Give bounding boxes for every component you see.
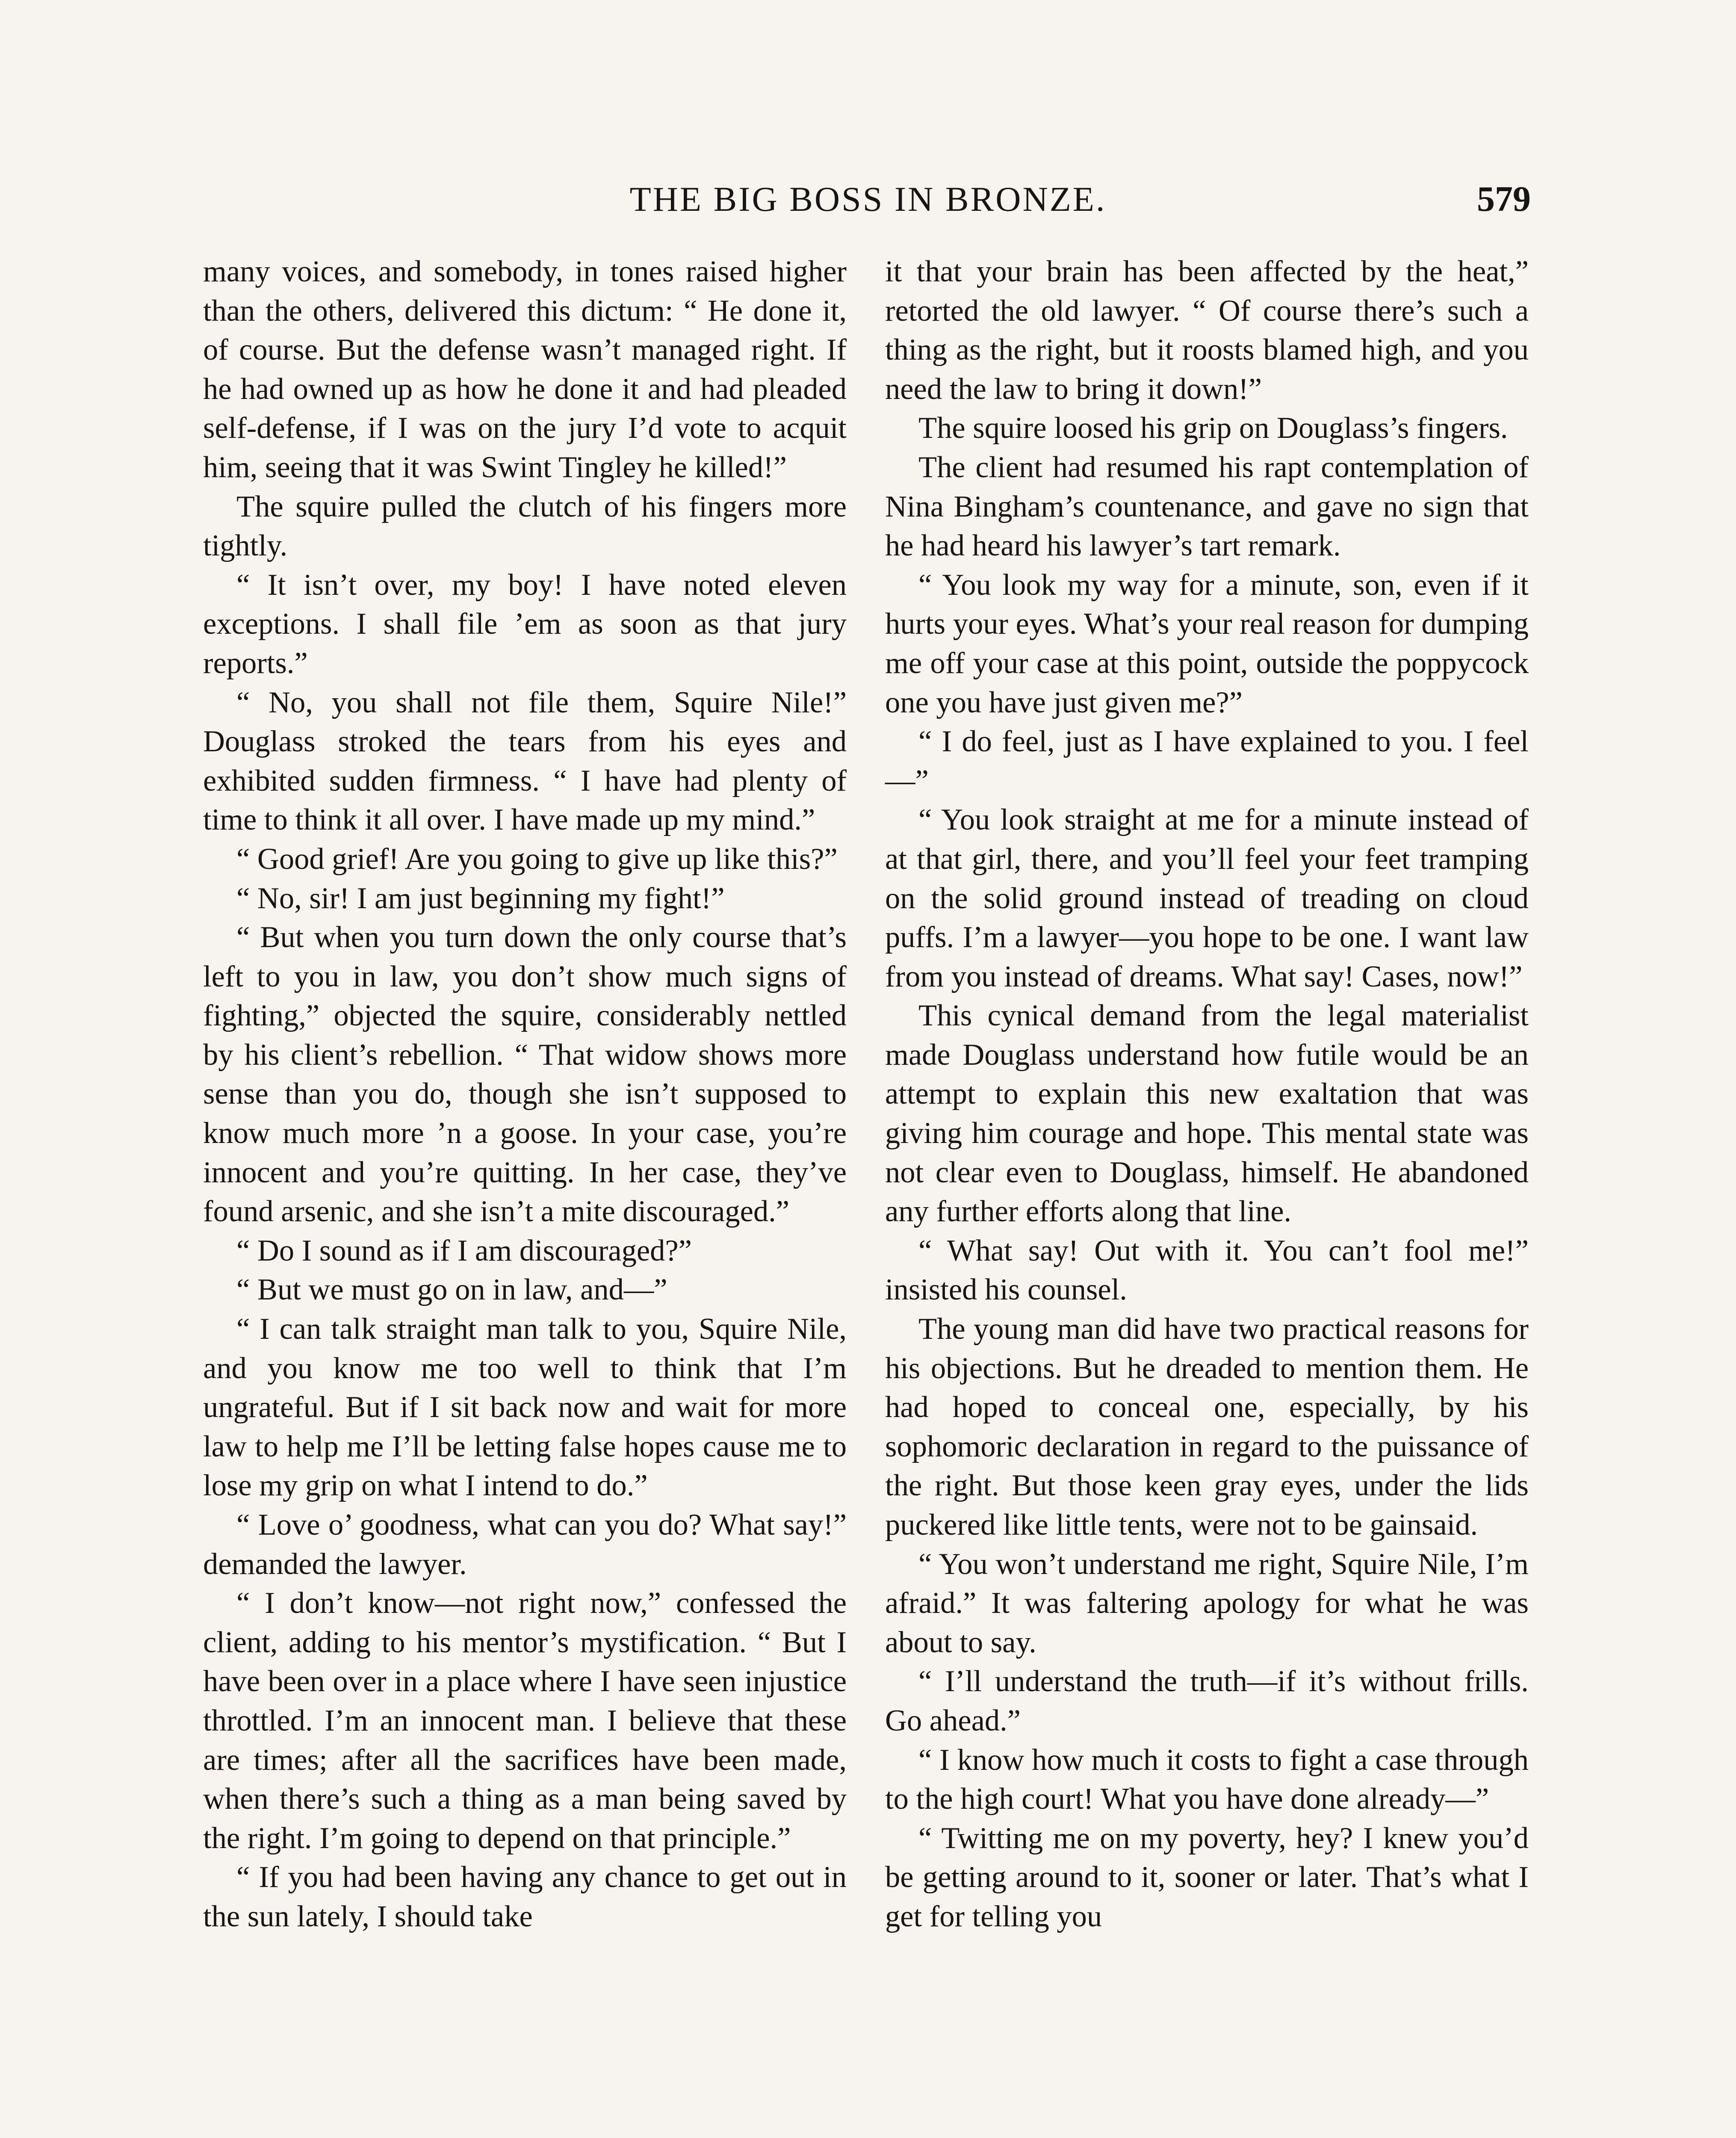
paragraph: The client had resumed his rapt contemplation of Nina Bingham’s countenance, and gave no sign that he had heard his lawyer’s tart remark. — [885, 450, 1529, 563]
paragraph: “ I can talk straight man talk to you, Squire Nile, and you know me too well to think that I’m ungrateful. But if I sit back now and wait for more law to help me I’ll be letting false hopes cause me to lose my grip on what I intend to do.” — [203, 1312, 847, 1503]
paragraph: “ I don’t know—not right now,” confessed the client, adding to his mentor’s mystification. “ But I have been over in a place where I have seen injustice throttled. I’m an innocent man. I believe that these are times; after all the sacrifices have been made, when there’s such a thing as a man being saved by the right. I’m going to depend on that principle.” — [203, 1586, 847, 1855]
paragraph: “ No, you shall not file them, Squire Nile!” Douglass stroked the tears from his eyes and exhibited sudden firmness. “ I have had plenty of time to think it all over. I have made up my mind.” — [203, 685, 847, 837]
paragraph: “ But when you turn down the only course that’s left to you in law, you don’t show much signs of fighting,” objected the squire, considerably nettled by his client’s rebellion. “ That widow shows more sense than you do, though she isn’t supposed to know much more ’n a goose. In your case, you’re innocent and you’re quitting. In her case, they’ve found arsenic, and she isn’t a mite discouraged.” — [203, 921, 847, 1228]
paragraph: “ No, sir! I am just beginning my fight!” — [236, 881, 725, 915]
paragraph: it that your brain has been affected by the heat,” retorted the old lawyer. “ Of course there’s such a thing as the right, but it roosts blamed high, and you need the law to bring it down!” — [885, 255, 1529, 406]
paragraph: “ You look straight at me for a minute instead of at that girl, there, and you’ll feel your feet tramping on the solid ground instead of treading on cloud puffs. I’m a lawyer—you hope to be one. I want law from you instead of dreams. What say! Cases, now!” — [885, 803, 1529, 993]
running-title: THE BIG BOSS IN BRONZE. — [629, 180, 1107, 219]
paragraph: The squire loosed his grip on Douglass’s fingers. — [918, 411, 1508, 445]
running-header — [205, 174, 1531, 225]
paragraph: many voices, and somebody, in tones raised higher than the others, delivered this dictum: “ He done it, of course. But the defense wasn’t managed right. If he had owned up as how he done it and had pleaded self-defense, if I was on the jury I’d vote to acquit him, seeing that it was Swint Tingley he killed!” — [203, 255, 847, 484]
paragraph: The young man did have two practical reasons for his objections. But he dreaded to mention them. He had hoped to conceal one, especially, by his sophomoric declaration in regard to the puissance of the right. But those keen gray eyes, under the lids puckered like little tents, were not to be gainsaid. — [885, 1312, 1529, 1541]
paragraph: The squire pulled the clutch of his fingers more tightly. — [203, 490, 847, 563]
paragraph: This cynical demand from the legal materialist made Douglass understand how futile would be an attempt to explain this new exaltation that was giving him courage and hope. This mental state was not clear even to Douglass, himself. He abandoned any further efforts along that line. — [885, 999, 1529, 1228]
paragraph: “ Twitting me on my poverty, hey? I knew you’d be getting around to it, sooner or later. That’s what I get for telling you — [885, 1821, 1529, 1933]
paragraph: “ I’ll understand the truth—if it’s without frills. Go ahead.” — [885, 1665, 1529, 1737]
paragraph: “ It isn’t over, my boy! I have noted eleven exceptions. I shall file ’em as soon as that jury reports.” — [203, 568, 847, 680]
paragraph: “ But we must go on in law, and—” — [236, 1273, 667, 1307]
paragraph: “ You won’t understand me right, Squire Nile, I’m afraid.” It was faltering apology for what he was about to say. — [885, 1547, 1529, 1659]
paragraph: “ Good grief! Are you going to give up like this?” — [236, 842, 838, 876]
page-number: 579 — [1477, 179, 1531, 219]
paragraph: “ I do feel, just as I have explained to you. I feel—” — [885, 725, 1529, 797]
paragraph: “ I know how much it costs to fight a case through to the high court! What you have done already—” — [885, 1743, 1529, 1816]
paragraph: “ Love o’ goodness, what can you do? What say!” demanded the lawyer. — [203, 1508, 847, 1581]
left-column — [203, 252, 847, 1937]
paragraph: “ You look my way for a minute, son, even if it hurts your eyes. What’s your real reason for dumping me off your case at this point, outside the poppycock one you have just given me?” — [885, 568, 1529, 719]
paragraph: “ What say! Out with it. You can’t fool me!” insisted his counsel. — [885, 1234, 1529, 1307]
paragraph: “ If you had been having any chance to get out in the sun lately, I should take — [203, 1860, 847, 1933]
paragraph: “ Do I sound as if I am discouraged?” — [236, 1234, 692, 1267]
right-column — [885, 252, 1529, 1937]
